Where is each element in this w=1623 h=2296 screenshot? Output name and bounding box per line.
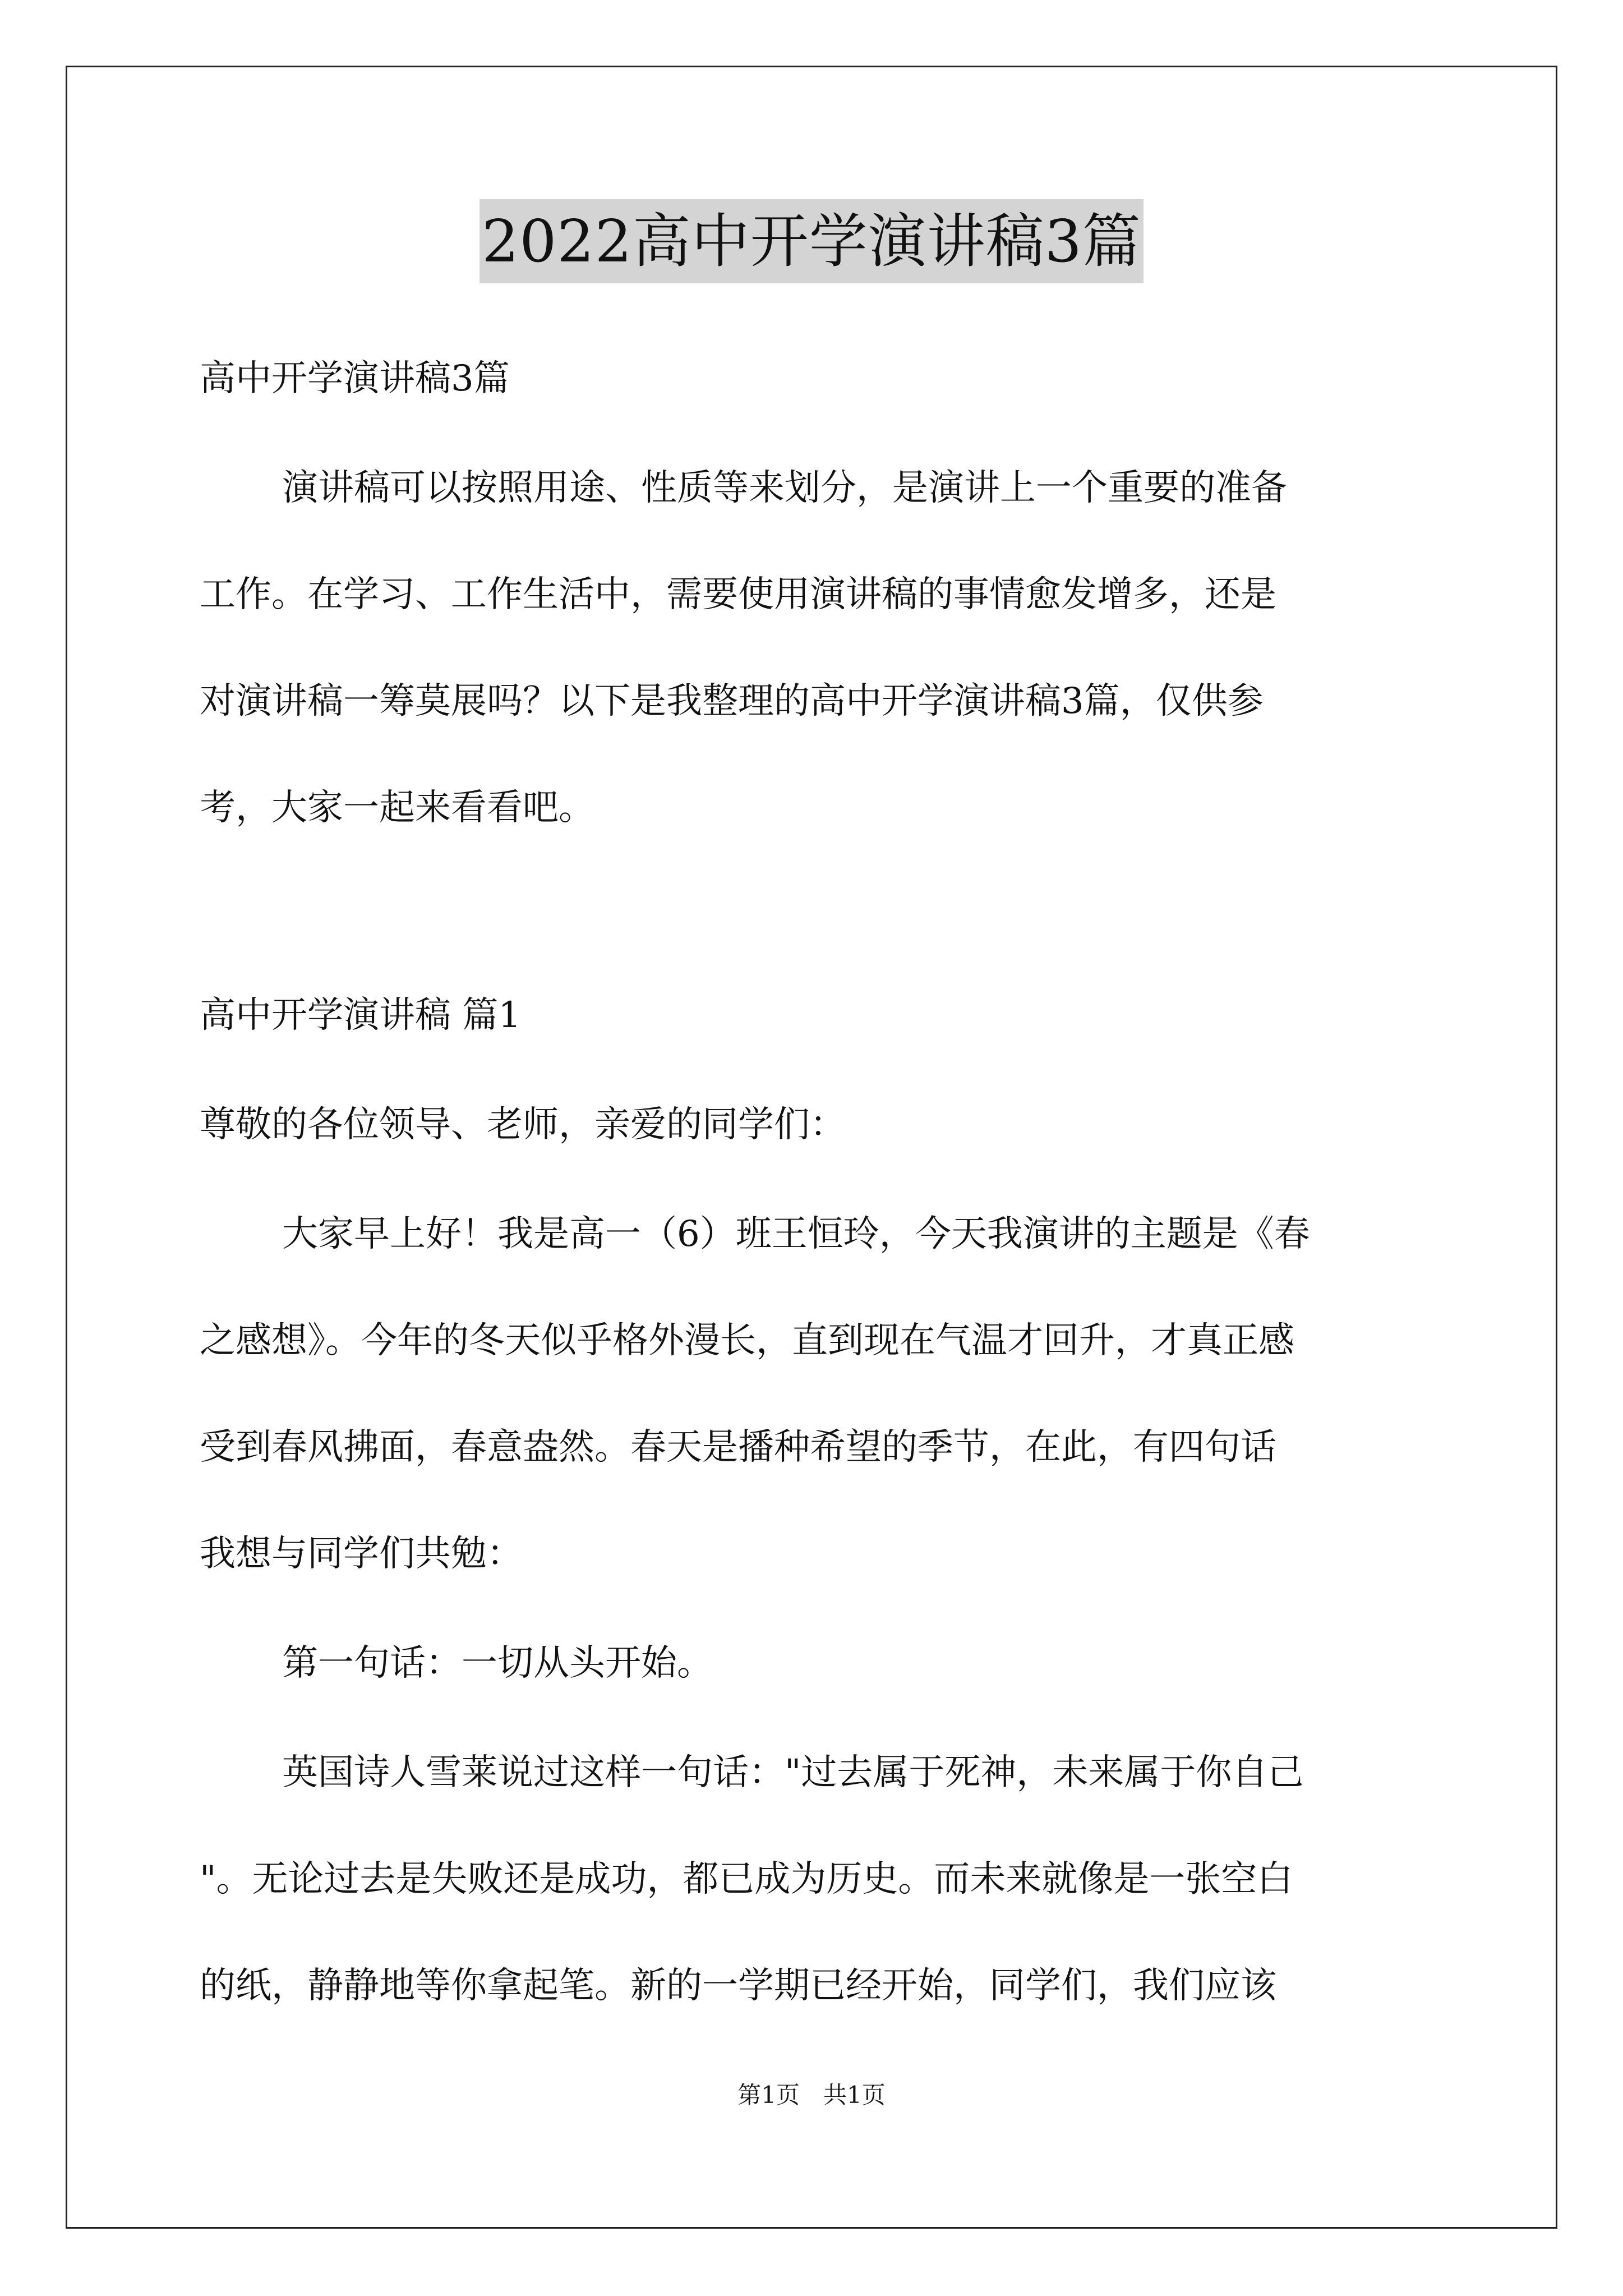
document-subtitle: 高中开学演讲稿3篇 [200, 358, 510, 399]
body-line-5: 第一句话：一切从头开始。 [282, 1642, 713, 1684]
intro-line-4: 考，大家一起来看看吧。 [200, 787, 594, 829]
body-line-1: 大家早上好！我是高一（6）班王恒玲，今天我演讲的主题是《春 [282, 1213, 1310, 1255]
intro-line-2: 工作。在学习、工作生活中，需要使用演讲稿的事情愈发增多，还是 [200, 574, 1276, 615]
body-line-2: 之感想》。今年的冬天似乎格外漫长，直到现在气温才回升，才真正感 [200, 1320, 1294, 1361]
section-heading: 高中开学演讲稿 篇1 [200, 995, 522, 1036]
intro-line-3: 对演讲稿一筹莫展吗？以下是我整理的高中开学演讲稿3篇，仅供参 [200, 680, 1264, 722]
page-footer: 第1页 共1页 [737, 2081, 886, 2109]
intro-line-1: 演讲稿可以按照用途、性质等来划分，是演讲上一个重要的准备 [282, 467, 1287, 509]
document-title: 2022高中开学演讲稿3篇 [479, 199, 1144, 283]
body-line-3: 受到春风拂面，春意盎然。春天是播种希望的季节，在此，有四句话 [200, 1427, 1276, 1468]
body-line-6: 英国诗人雪莱说过这样一句话："过去属于死神，未来属于你自己 [282, 1752, 1304, 1793]
body-line-8: 的纸，静静地等你拿起笔。新的一学期已经开始，同学们，我们应该 [200, 1965, 1276, 2007]
body-line-4: 我想与同学们共勉： [200, 1533, 523, 1575]
body-line-7: "。无论过去是失败还是成功，都已成为历史。而未来就像是一张空白 [200, 1858, 1293, 1900]
title-wrap [0, 199, 1623, 283]
salutation: 尊敬的各位领导、老师，亲爱的同学们： [200, 1104, 846, 1145]
